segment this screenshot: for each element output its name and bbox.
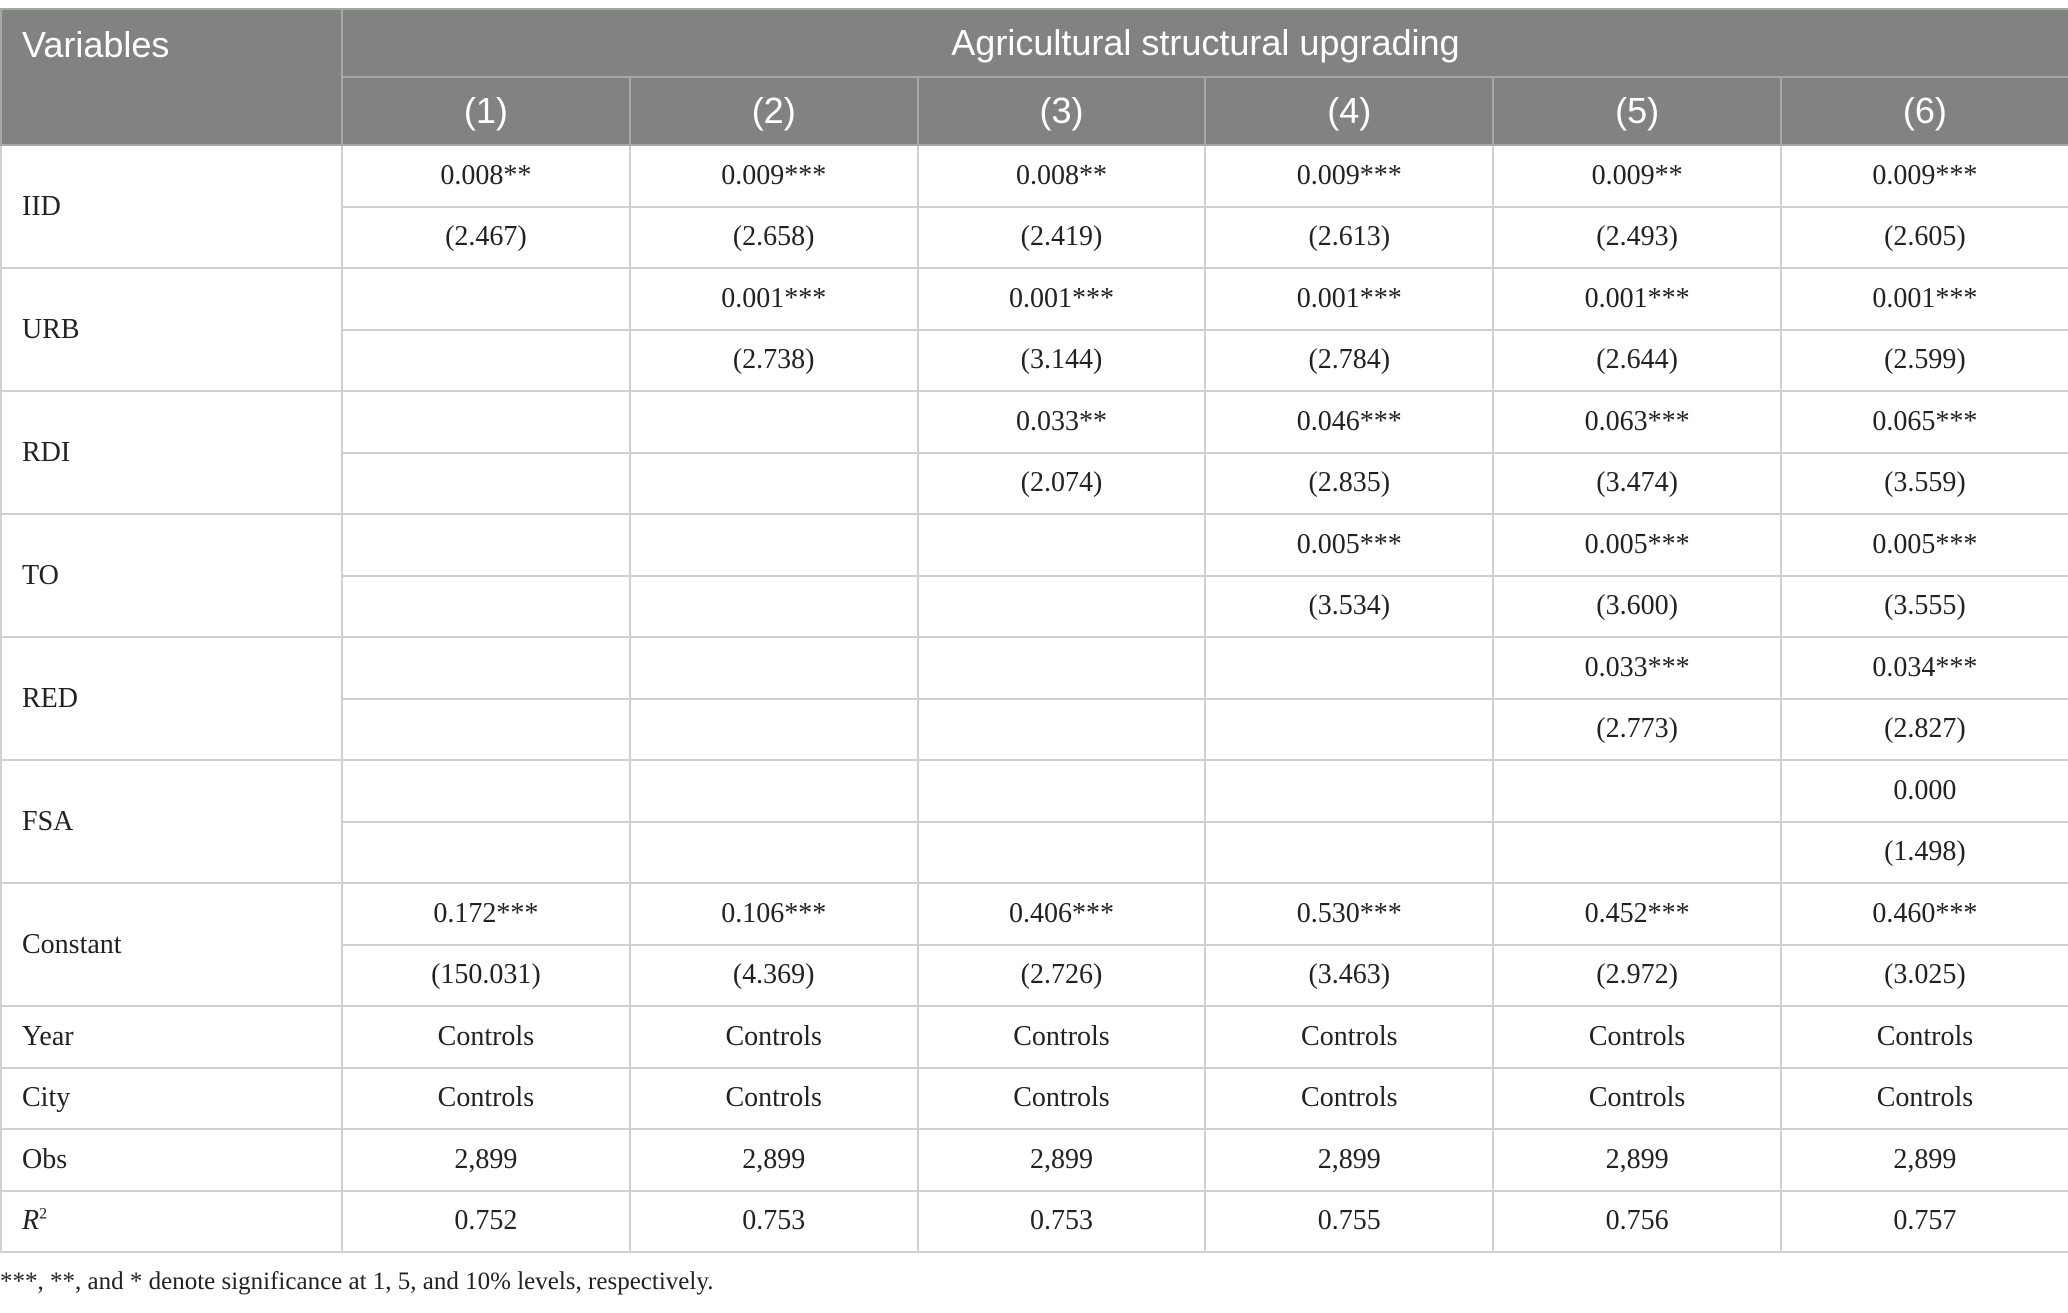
column-header: (3) (918, 77, 1206, 145)
t-statistic-cell: (4.369) (630, 945, 918, 1007)
t-statistic-cell: (2.644) (1493, 330, 1781, 392)
column-header: (5) (1493, 77, 1781, 145)
t-statistic-cell (342, 330, 630, 392)
value-cell: 2,899 (1205, 1129, 1493, 1191)
value-cell: 0.757 (1781, 1191, 2068, 1253)
value-cell: Controls (918, 1006, 1206, 1068)
coefficient-cell: 0.008** (342, 145, 630, 207)
table-row (1, 145, 2068, 207)
row-label: City (1, 1068, 342, 1130)
t-statistic-cell: (2.738) (630, 330, 918, 392)
coefficient-cell (630, 637, 918, 699)
coefficient-cell: 0.005*** (1781, 514, 2068, 576)
r-squared-label (1, 1191, 342, 1253)
coefficient-cell: 0.063*** (1493, 391, 1781, 453)
coefficient-cell (342, 391, 630, 453)
r-squared-superscript: 2 (39, 1205, 48, 1223)
dependent-variable-header: Agricultural structural upgrading (342, 9, 2068, 77)
value-cell: 2,899 (1781, 1129, 2068, 1191)
coefficient-cell: 0.009*** (1781, 145, 2068, 207)
value-cell: 2,899 (630, 1129, 918, 1191)
variable-label: Constant (1, 883, 342, 1006)
coefficient-cell: 0.001*** (1493, 268, 1781, 330)
table-row (1, 760, 2068, 822)
t-statistic-cell: (2.835) (1205, 453, 1493, 515)
column-header: (1) (342, 77, 630, 145)
coefficient-cell: 0.452*** (1493, 883, 1781, 945)
coefficient-cell: 0.005*** (1205, 514, 1493, 576)
table-row (1, 637, 2068, 699)
table-row (1, 514, 2068, 576)
coefficient-cell: 0.005*** (1493, 514, 1781, 576)
t-statistic-cell: (2.074) (918, 453, 1206, 515)
variable-label: RDI (1, 391, 342, 514)
coefficient-cell (918, 514, 1206, 576)
table-row (1, 883, 2068, 945)
column-header: (4) (1205, 77, 1493, 145)
coefficient-cell (1205, 637, 1493, 699)
t-statistic-cell: (3.463) (1205, 945, 1493, 1007)
value-cell: 2,899 (1493, 1129, 1781, 1191)
coefficient-cell: 0.009*** (1205, 145, 1493, 207)
coefficient-cell (630, 391, 918, 453)
value-cell: Controls (1205, 1068, 1493, 1130)
value-cell: Controls (1781, 1006, 2068, 1068)
variable-label: TO (1, 514, 342, 637)
table-header (1, 9, 2068, 145)
coefficient-cell (1205, 760, 1493, 822)
r-squared-symbol: R (22, 1205, 40, 1237)
coefficient-cell: 0.000 (1781, 760, 2068, 822)
table-row (1, 1068, 2068, 1130)
t-statistic-cell: (3.559) (1781, 453, 2068, 515)
table-row (1, 1129, 2068, 1191)
value-cell: 0.752 (342, 1191, 630, 1253)
value-cell: Controls (1493, 1068, 1781, 1130)
variables-header: Variables (1, 9, 342, 145)
value-cell: 0.753 (918, 1191, 1206, 1253)
t-statistic-cell (342, 822, 630, 884)
table-row (1, 1006, 2068, 1068)
t-statistic-cell: (2.467) (342, 207, 630, 269)
table-row (1, 1191, 2068, 1253)
coefficient-cell: 0.008** (918, 145, 1206, 207)
coefficient-cell: 0.106*** (630, 883, 918, 945)
t-statistic-cell: (3.534) (1205, 576, 1493, 638)
value-cell: Controls (630, 1068, 918, 1130)
t-statistic-cell (630, 453, 918, 515)
t-statistic-cell: (2.773) (1493, 699, 1781, 761)
value-cell: Controls (1781, 1068, 2068, 1130)
t-statistic-cell: (150.031) (342, 945, 630, 1007)
table-body (1, 145, 2068, 1252)
t-statistic-cell (1493, 822, 1781, 884)
variable-label: IID (1, 145, 342, 268)
variable-label: URB (1, 268, 342, 391)
variable-label: RED (1, 637, 342, 760)
column-header: (2) (630, 77, 918, 145)
coefficient-cell: 0.001*** (630, 268, 918, 330)
t-statistic-cell (1205, 822, 1493, 884)
row-label: Year (1, 1006, 342, 1068)
t-statistic-cell: (3.025) (1781, 945, 2068, 1007)
t-statistic-cell (918, 822, 1206, 884)
value-cell: 2,899 (918, 1129, 1206, 1191)
value-cell: Controls (1205, 1006, 1493, 1068)
coefficient-cell (342, 268, 630, 330)
t-statistic-cell: (3.474) (1493, 453, 1781, 515)
t-statistic-cell: (2.419) (918, 207, 1206, 269)
coefficient-cell (918, 760, 1206, 822)
t-statistic-cell: (2.972) (1493, 945, 1781, 1007)
coefficient-cell: 0.001*** (1781, 268, 2068, 330)
t-statistic-cell (630, 822, 918, 884)
t-statistic-cell: (2.784) (1205, 330, 1493, 392)
coefficient-cell (342, 637, 630, 699)
value-cell: Controls (918, 1068, 1206, 1130)
row-label: Obs (1, 1129, 342, 1191)
coefficient-cell: 0.172*** (342, 883, 630, 945)
coefficient-cell: 0.406*** (918, 883, 1206, 945)
value-cell: Controls (342, 1068, 630, 1130)
t-statistic-cell: (3.555) (1781, 576, 2068, 638)
value-cell: 0.753 (630, 1191, 918, 1253)
table-row (1, 268, 2068, 330)
coefficient-cell (630, 760, 918, 822)
t-statistic-cell: (2.827) (1781, 699, 2068, 761)
t-statistic-cell (918, 576, 1206, 638)
value-cell: Controls (1493, 1006, 1781, 1068)
column-header: (6) (1781, 77, 2068, 145)
coefficient-cell (342, 514, 630, 576)
t-statistic-cell: (3.600) (1493, 576, 1781, 638)
value-cell: 2,899 (342, 1129, 630, 1191)
t-statistic-cell: (2.493) (1493, 207, 1781, 269)
value-cell: 0.756 (1493, 1191, 1781, 1253)
coefficient-cell: 0.046*** (1205, 391, 1493, 453)
value-cell: Controls (342, 1006, 630, 1068)
coefficient-cell (342, 760, 630, 822)
coefficient-cell: 0.001*** (1205, 268, 1493, 330)
t-statistic-cell (1205, 699, 1493, 761)
coefficient-cell: 0.065*** (1781, 391, 2068, 453)
coefficient-cell: 0.009** (1493, 145, 1781, 207)
coefficient-cell: 0.033** (918, 391, 1206, 453)
t-statistic-cell: (1.498) (1781, 822, 2068, 884)
value-cell: Controls (630, 1006, 918, 1068)
t-statistic-cell: (3.144) (918, 330, 1206, 392)
t-statistic-cell: (2.726) (918, 945, 1206, 1007)
coefficient-cell: 0.530*** (1205, 883, 1493, 945)
t-statistic-cell (630, 699, 918, 761)
coefficient-cell: 0.009*** (630, 145, 918, 207)
coefficient-cell: 0.034*** (1781, 637, 2068, 699)
variable-label: FSA (1, 760, 342, 883)
coefficient-cell: 0.460*** (1781, 883, 2068, 945)
table-footnote: ***, **, and * denote significance at 1, 5, and 10% levels, respectively. (0, 1268, 714, 1295)
t-statistic-cell (342, 699, 630, 761)
t-statistic-cell (342, 576, 630, 638)
regression-table (0, 8, 2068, 1253)
t-statistic-cell: (2.605) (1781, 207, 2068, 269)
coefficient-cell (1493, 760, 1781, 822)
t-statistic-cell: (2.613) (1205, 207, 1493, 269)
t-statistic-cell: (2.658) (630, 207, 918, 269)
coefficient-cell: 0.033*** (1493, 637, 1781, 699)
coefficient-cell (630, 514, 918, 576)
t-statistic-cell (630, 576, 918, 638)
coefficient-cell: 0.001*** (918, 268, 1206, 330)
t-statistic-cell (918, 699, 1206, 761)
table-row (1, 391, 2068, 453)
value-cell: 0.755 (1205, 1191, 1493, 1253)
coefficient-cell (918, 637, 1206, 699)
t-statistic-cell: (2.599) (1781, 330, 2068, 392)
t-statistic-cell (342, 453, 630, 515)
